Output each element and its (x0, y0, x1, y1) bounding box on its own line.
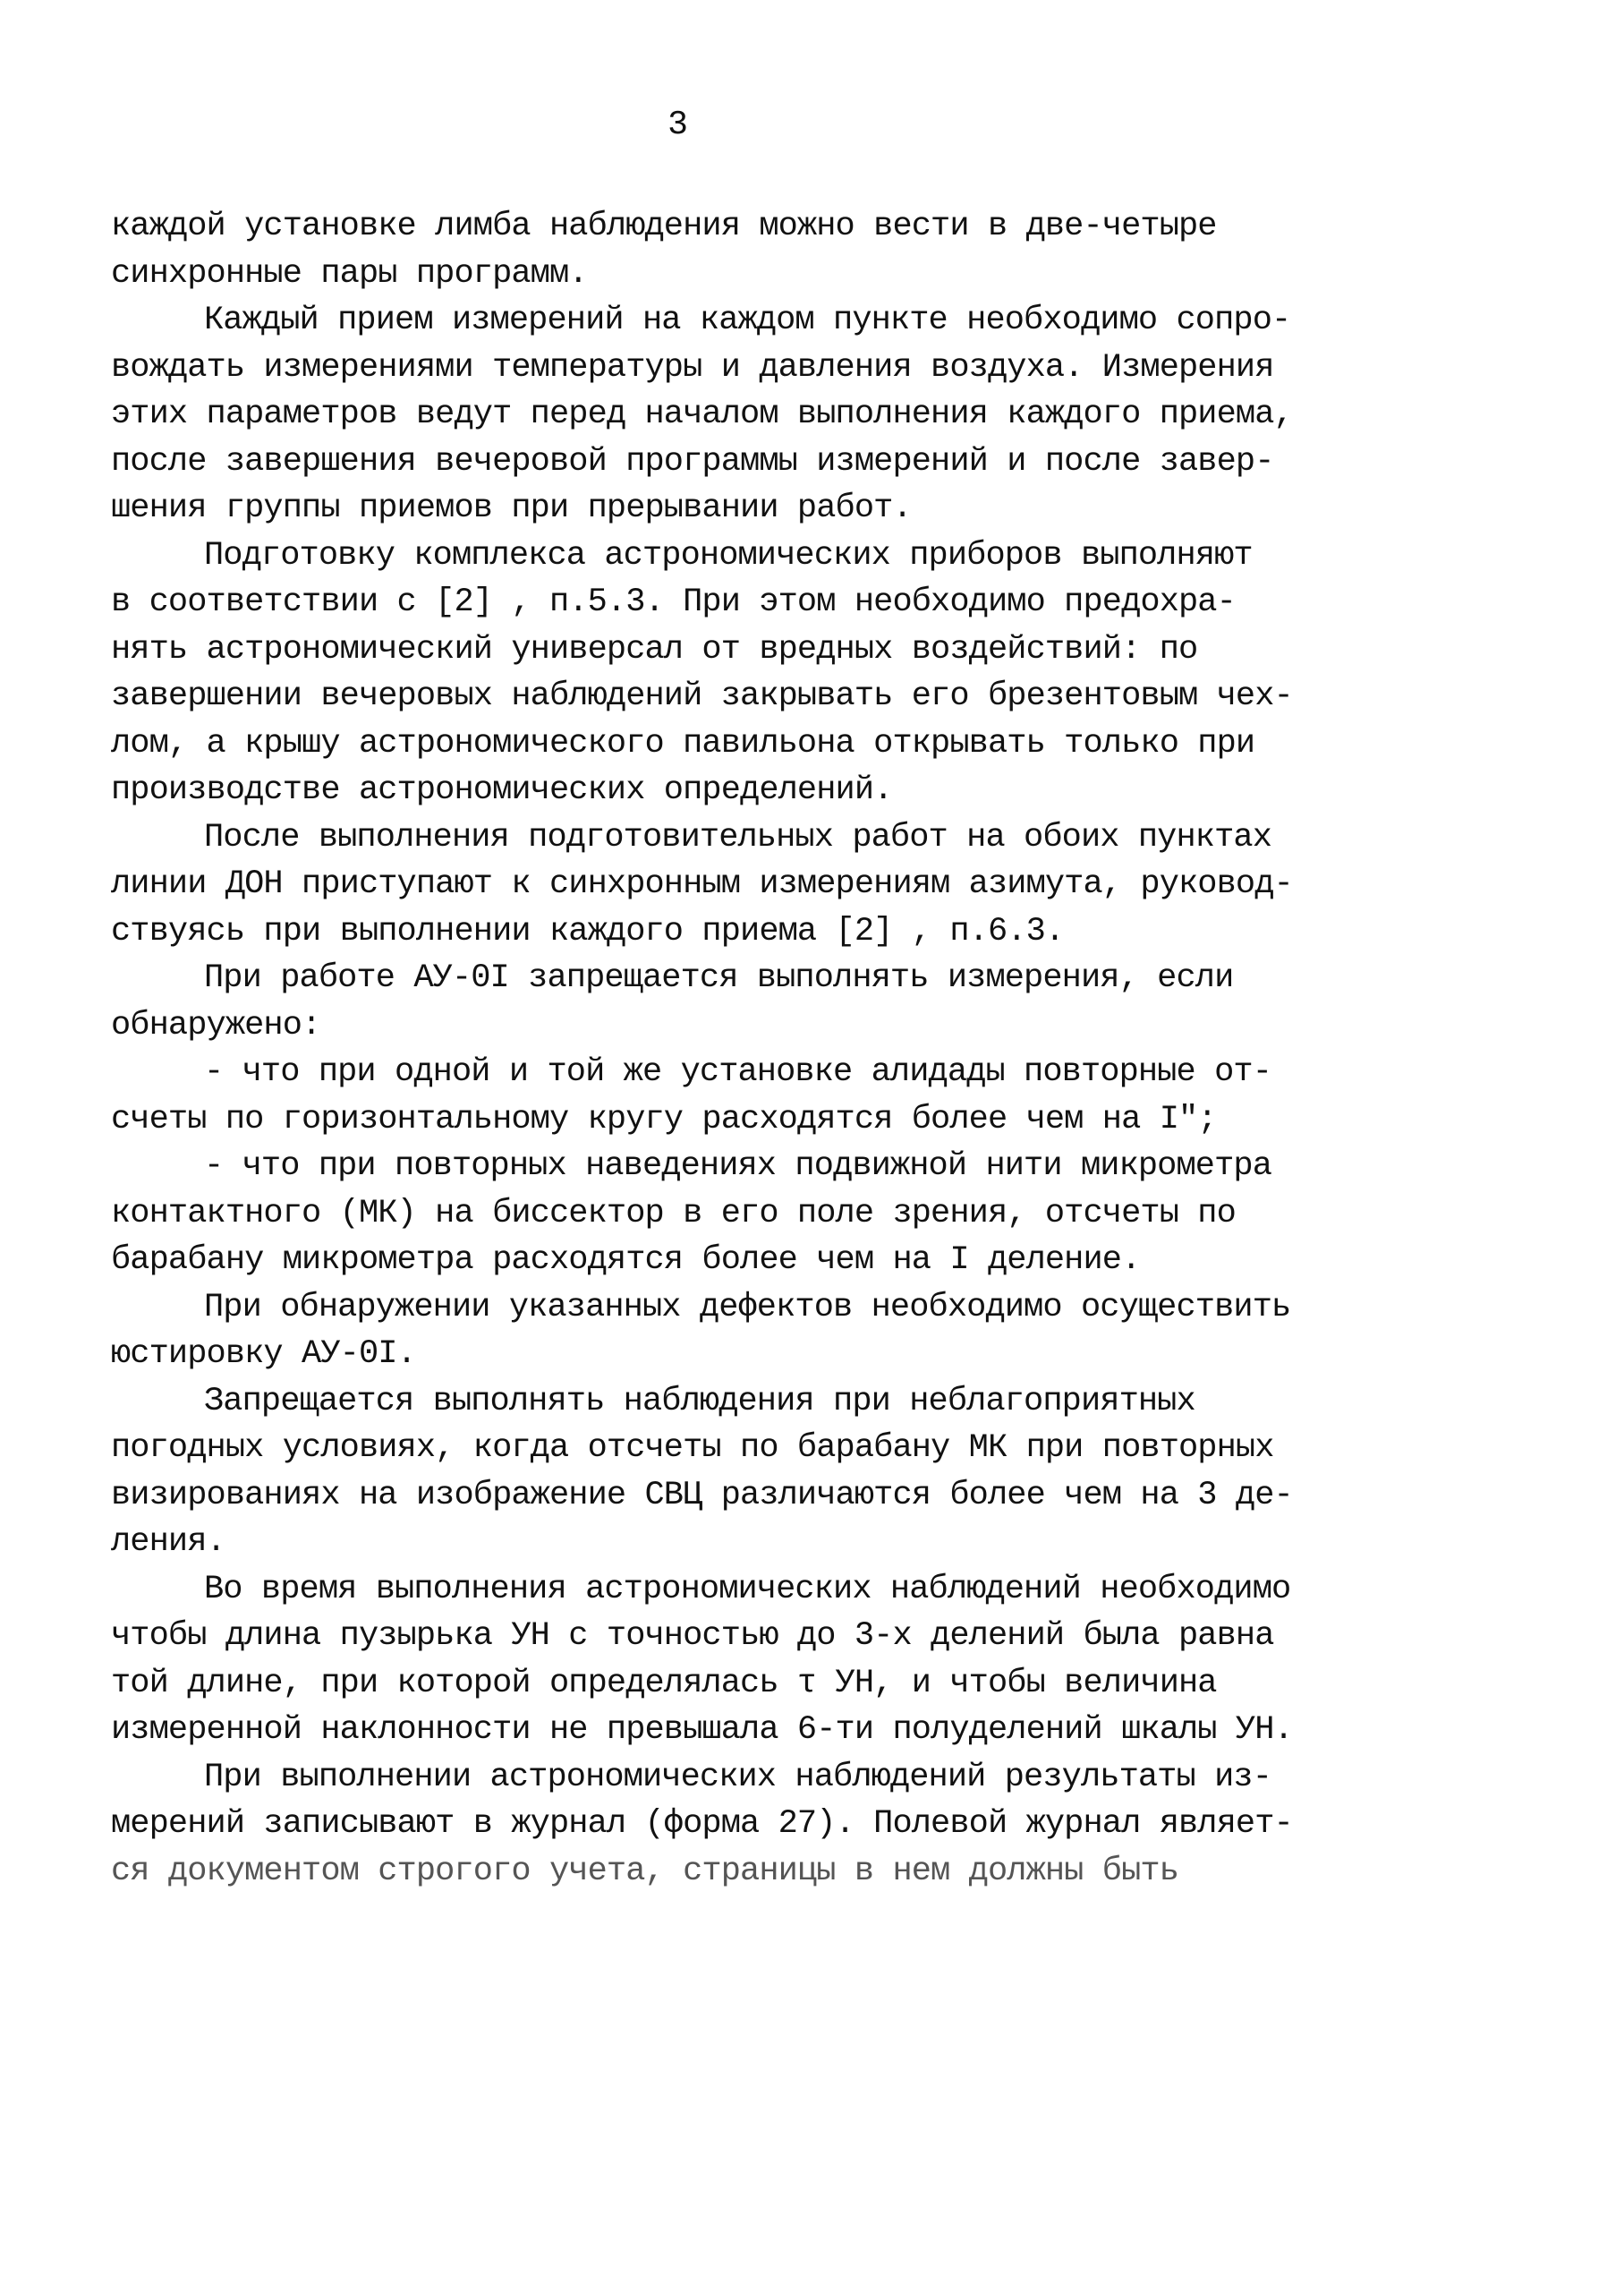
text-line: После выполнения подготовительных работ на обоих пунктах (204, 818, 1272, 856)
text-line: - что при одной и той же установке алидады повторные от- (204, 1053, 1272, 1091)
text-line: Во время выполнения астрономических наблюдений необходимо (204, 1570, 1291, 1608)
body-text (111, 203, 1292, 1895)
text-line: При обнаружении указанных дефектов необходимо осуществить (204, 1288, 1291, 1326)
text-line: измеренной наклонности не превышала 6-ти полуделений шкалы УН. (111, 1711, 1293, 1749)
text-line: ся документом строгого учета, страницы в нем должны быть (111, 1852, 1179, 1890)
text-line: ления. (111, 1523, 225, 1561)
text-line: юстировку АУ-0I. (111, 1335, 416, 1373)
text-line: лом, а крышу астрономического павильона открывать только при (111, 724, 1255, 763)
text-line: визированиях на изображение СВЦ различаются более чем на 3 де- (111, 1476, 1293, 1514)
text-line: погодных условиях, когда отсчеты по барабану МК при повторных (111, 1429, 1274, 1467)
text-line: нять астрономический универсал от вредных воздействий: по (111, 630, 1198, 669)
text-line: Подготовку комплекса астрономических приборов выполняют (204, 536, 1253, 575)
text-line: производстве астрономических определений. (111, 771, 893, 809)
text-line: счеты по горизонтальному кругу расходятся более чем на I"; (111, 1100, 1217, 1138)
text-line: Каждый прием измерений на каждом пункте необходимо сопро- (204, 302, 1291, 339)
text-line: ствуясь при выполнении каждого приема [2] , п.6.3. (111, 912, 1065, 950)
text-line: после завершения вечеровой программы измерений и после завер- (111, 442, 1274, 481)
text-line: той длине, при которой определялась τ УН, и чтобы величина (111, 1664, 1217, 1702)
text-line: в соответствии с [2] , п.5.3. При этом необходимо предохра- (111, 584, 1236, 621)
text-line: мерений записывают в журнал (форма 27). Полевой журнал являет- (111, 1805, 1293, 1843)
page-number: 3 (667, 106, 688, 144)
text-line: линии ДОН приступают к синхронным измерениям азимута, руковод- (111, 865, 1293, 903)
text-line: вождать измерениями температуры и давления воздуха. Измерения (111, 348, 1274, 387)
text-line: контактного (МК) на биссектор в его поле зрения, отсчеты по (111, 1194, 1236, 1232)
text-line: завершении вечеровых наблюдений закрывать его брезентовым чех- (111, 677, 1293, 715)
text-line: каждой установке лимба наблюдения можно вести в две-четыре (111, 208, 1217, 245)
text-line: этих параметров ведут перед началом выполнения каждого приема, (111, 396, 1293, 433)
text-line: барабану микрометра расходятся более чем на I деление. (111, 1241, 1141, 1279)
text-line: Запрещается выполнять наблюдения при неблагоприятных (204, 1382, 1195, 1420)
text-line: обнаружено: (111, 1006, 321, 1044)
text-line: чтобы длина пузырька УН с точностью до 3-х делений была равна (111, 1617, 1274, 1655)
text-line: синхронные пары программ. (111, 254, 588, 293)
text-line: При работе АУ-0I запрещается выполнять измерения, если (204, 959, 1234, 997)
text-line: шения группы приемов при прерывании работ. (111, 490, 912, 527)
text-line: При выполнении астрономических наблюдений результаты из- (204, 1758, 1272, 1796)
text-line: - что при повторных наведениях подвижной нити микрометра (204, 1147, 1272, 1185)
